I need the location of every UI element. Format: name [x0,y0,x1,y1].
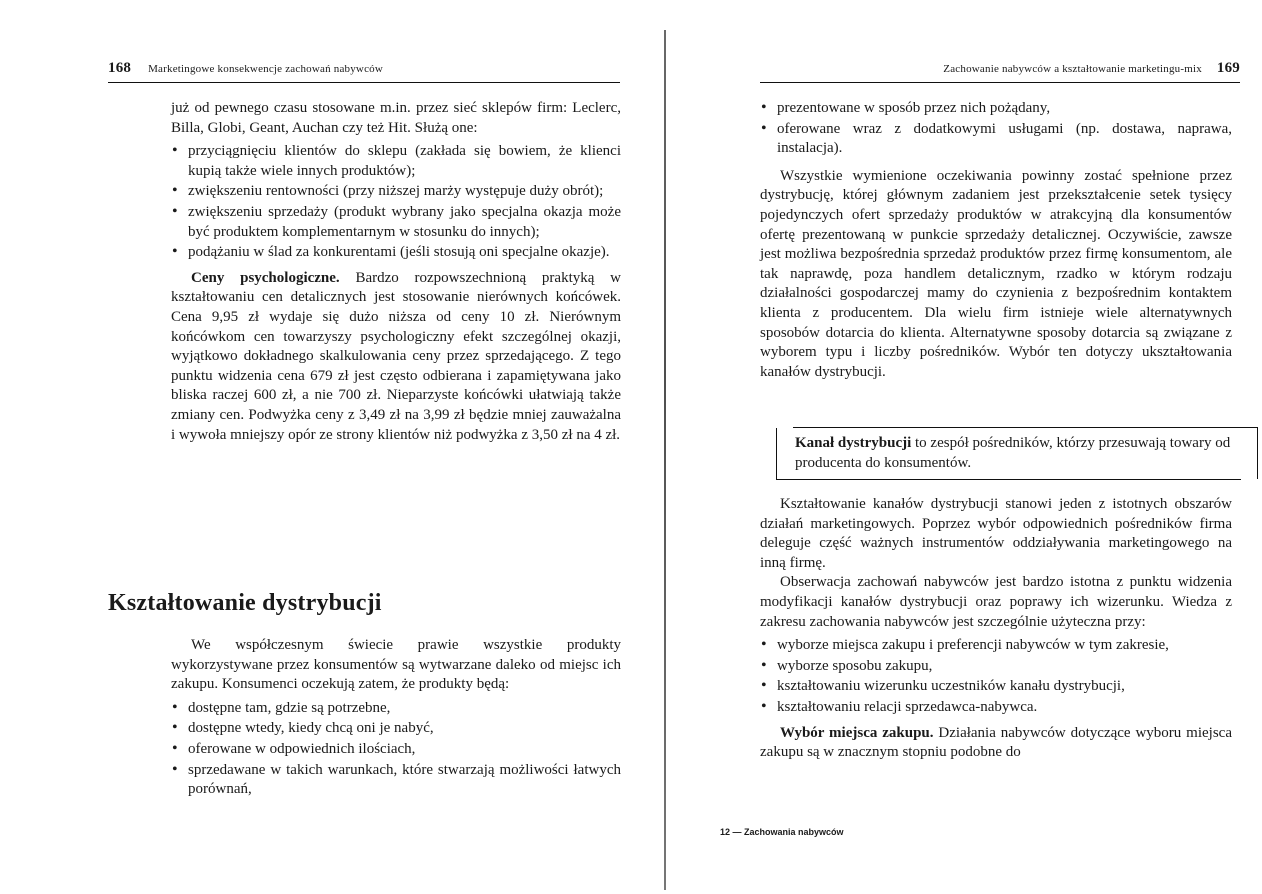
psychological-prices-text: Bardzo rozpowszechnioną praktyką w kształtowaniu cen detalicznych jest stosowanie nierównych końcówek. Cena 9,95 zł wydaje się dużo niższa od ceny 10 zł. Nierównym końcówkom cen towarzyszy psychologiczny efekt szczególnej okazji, wyjątkowo dokładnego skalkulowania ceny przez sprzedającego. Z tego punktu widzenia cena 679 zł jest często odbierana i zapamiętywana jako bliska raczej 600 zł, a nie 700 zł. Nieparzyste końcówki ułatwiają także zmiany cen. Podwyżka ceny z 3,49 zł na 3,99 zł będzie mniej zauważalna i wywoła mniejszy opór ze strony klientów niż podwyżka z 3,50 zł na 4 zł. [171,269,621,443]
definition-text: to zespół pośredników, którzy przesuwają towary od producenta do konsumentów. [795,435,1231,471]
purchase-place-text: Działania nabywców dotyczące wyboru miejsca zakupu są w znacznym stopniu podobne do [760,724,1232,761]
right-page-header [760,60,1240,83]
right-top-column [760,99,1232,382]
list-item: • wyborze miejsca zakupu i preferencji nabywców w tym zakresie, [760,636,1232,656]
right-page-number: 169 [1216,60,1240,76]
left-bottom-column [171,636,621,806]
list-item: • przyciągnięciu klientów do sklepu (zakłada się bowiem, że klienci kupią także wiele innych produktów); [171,142,621,181]
list-item: • oferowane w odpowiednich ilościach, [171,740,621,760]
list-item: • wyborze sposobu zakupu, [760,657,1232,677]
list-item: • kształtowaniu wizerunku uczestników kanału dystrybucji, [760,677,1232,697]
observation-paragraph: Obserwacja zachowań nabywców jest bardzo istotna z punktu widzenia modyfikacji kanałów dystrybucji oraz poprawy ich wizerunku. Wiedza z zakresu zachowania nabywców jest szczególnie użyteczna przy: [760,574,1232,630]
list-item: • zwiększeniu sprzedaży (produkt wybrany jako specjalna okazja może być produktem komplementarnym w stosunku do innych); [171,203,621,242]
book-gutter [664,30,666,890]
list-item: • sprzedawane w takich warunkach, które stwarzają możliwości łatwych porównań, [171,761,621,800]
definition-box [776,428,1258,479]
left-top-column [171,99,621,445]
list-item: • prezentowane w sposób przez nich pożądany, [760,99,1232,119]
channels-paragraph: Kształtowanie kanałów dystrybucji stanowi jeden z istotnych obszarów działań marketingowych. Poprzez wybór odpowiednich pośredników firma deleguje część ważnych instrumentów oddziaływania marketingowego na inną firmę. [760,496,1232,571]
section-heading: Kształtowanie dystrybucji [108,590,382,616]
left-bullet-list-top [171,142,621,263]
psychological-prices-title: Ceny psychologiczne. [191,269,340,286]
psychological-prices-paragraph [171,269,621,445]
list-item: • oferowane wraz z dodatkowymi usługami (np. dostawa, naprawa, instalacja). [760,120,1232,159]
list-item: • podążaniu w ślad za konkurentami (jeśli stosują oni specjalne okazje). [171,243,621,263]
section-intro-paragraph: We współczesnym świecie prawie wszystkie produkty wykorzystywane przez konsumentów są wytwarzane daleko od miejsc ich zakupu. Konsumenci oczekują zatem, że produkty będą: [171,637,621,693]
definition-term: Kanał dystrybucji [795,435,912,451]
left-intro-paragraph: już od pewnego czasu stosowane m.in. przez sieć sklepów firm: Leclerc, Billa, Globi, Geant, Auchan czy też Hit. Służą one: [171,100,621,136]
list-item: • dostępne tam, gdzie są potrzebne, [171,699,621,719]
purchase-place-title: Wybór miejsca zakupu. [780,724,934,741]
right-running-head: Zachowanie nabywców a kształtowanie marketingu-mix [943,63,1202,75]
list-item: • dostępne wtedy, kiedy chcą oni je nabyć, [171,719,621,739]
list-item: • zwiększeniu rentowności (przy niższej marży występuje duży obrót); [171,182,621,202]
list-item: • kształtowaniu relacji sprzedawca-nabywca. [760,698,1232,718]
right-bullet-list-bottom [760,636,1232,717]
right-bottom-column [760,495,1232,763]
distribution-paragraph: Wszystkie wymienione oczekiwania powinny zostać spełnione przez dystrybucję, której głównym zadaniem jest przekształcenie setek tysięcy pojedynczych ofert sprzedaży produktów w atrakcyjną dla konsumentów ofertę prezentowaną w punkcie sprzedaży detalicznej. Oczywiście, zawsze jest możliwa bezpośrednia sprzedaż produktów przez firmę konsumentom, ale tak naprawdę, poza handlem detalicznym, rzadko w którym rodzaju działalności gospodarczej mamy do czynienia z bezpośrednim kontaktem klienta z producentem. Dla wielu firm istnieje wiele alternatywnych sposobów dotarcia do klienta. Alternatywne sposoby dotarcia są związane z wyborem typu i liczby pośredników. Wybór ten dotyczy ukształtowania kanałów dystrybucji. [760,167,1232,380]
left-page-header [108,60,620,83]
purchase-place-paragraph [760,724,1232,763]
right-bullet-list-top [760,99,1232,159]
signature-footer: 12 — Zachowania nabywców [720,827,844,837]
left-page-number: 168 [108,60,132,76]
right-page [672,0,1262,894]
left-running-head: Marketingowe konsekwencje zachowań nabywców [148,63,383,75]
left-bullet-list-bottom [171,699,621,800]
